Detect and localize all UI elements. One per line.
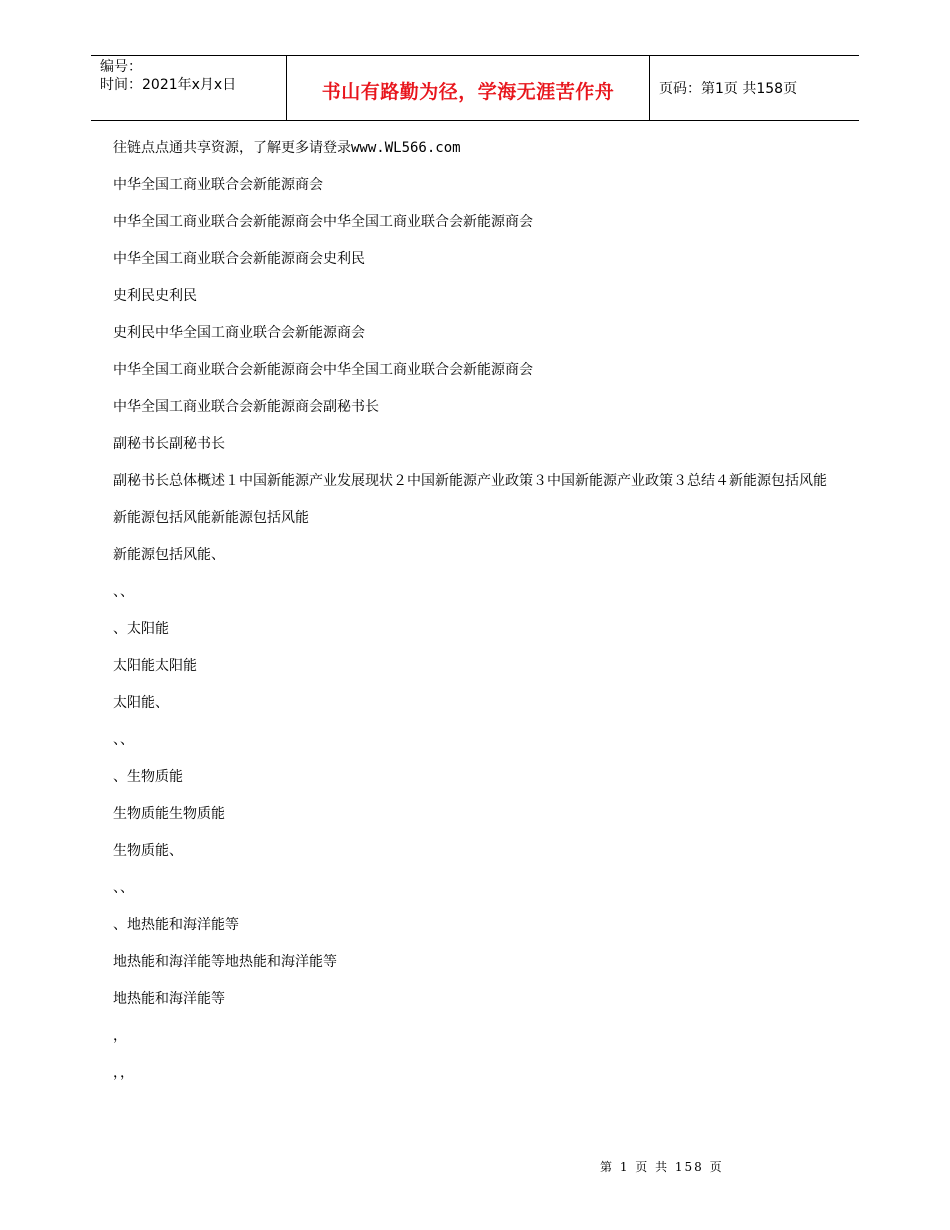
body-paragraph: 、、 xyxy=(113,732,134,748)
document-time-label: 时间：2021年x月x日 xyxy=(100,77,237,93)
body-paragraph: 新能源包括风能新能源包括风能 xyxy=(113,510,309,526)
header-page-info: 页码：第1页 共158页 xyxy=(659,81,798,97)
body-paragraph: 生物质能生物质能 xyxy=(113,806,225,822)
intro-text: 往链点点通共享资源，了解更多请登录 xyxy=(113,140,351,156)
body-paragraph: 副秘书长总体概述１中国新能源产业发展现状２中国新能源产业政策３中国新能源产业政策３总结４新能源包括风能 xyxy=(113,473,827,489)
body-paragraph: 中华全国工商业联合会新能源商会中华全国工商业联合会新能源商会 xyxy=(113,362,533,378)
header-motto-cell xyxy=(286,56,650,120)
body-paragraph: 、、 xyxy=(113,880,134,896)
body-paragraph: 中华全国工商业联合会新能源商会副秘书长 xyxy=(113,399,379,415)
body-paragraph: 中华全国工商业联合会新能源商会史利民 xyxy=(113,251,365,267)
body-paragraph: 、地热能和海洋能等 xyxy=(113,917,239,933)
body-paragraph: 太阳能、 xyxy=(113,695,169,711)
intro-url: www.WL566.com xyxy=(351,140,461,156)
body-paragraph: 副秘书长副秘书长 xyxy=(113,436,225,452)
body-paragraph: 中华全国工商业联合会新能源商会中华全国工商业联合会新能源商会 xyxy=(113,214,533,230)
body-paragraph: 太阳能太阳能 xyxy=(113,658,197,674)
body-paragraph: 史利民中华全国工商业联合会新能源商会 xyxy=(113,325,365,341)
body-paragraph: 新能源包括风能、 xyxy=(113,547,225,563)
body-paragraph: 、、 xyxy=(113,584,134,600)
intro-paragraph xyxy=(113,140,833,157)
body-paragraph: 地热能和海洋能等 xyxy=(113,991,225,1007)
body-paragraph: 、生物质能 xyxy=(113,769,183,785)
body-paragraph: ， xyxy=(113,1028,127,1044)
body-paragraph: ，， xyxy=(113,1065,134,1081)
page-footer: 第 1 页 共 158 页 xyxy=(600,1160,724,1174)
body-paragraph: 中华全国工商业联合会新能源商会 xyxy=(113,177,323,193)
header-motto: 书山有路勤为径，学海无涯苦作舟 xyxy=(321,80,615,103)
page-header xyxy=(91,55,859,121)
header-page-cell xyxy=(650,56,859,120)
body-paragraph: 地热能和海洋能等地热能和海洋能等 xyxy=(113,954,337,970)
body-paragraph: 、太阳能 xyxy=(113,621,169,637)
body-paragraph: 史利民史利民 xyxy=(113,288,197,304)
body-paragraph: 生物质能、 xyxy=(113,843,183,859)
document-body xyxy=(113,140,833,1102)
document-number-label: 编号： xyxy=(100,59,142,75)
header-meta-cell xyxy=(91,56,286,120)
